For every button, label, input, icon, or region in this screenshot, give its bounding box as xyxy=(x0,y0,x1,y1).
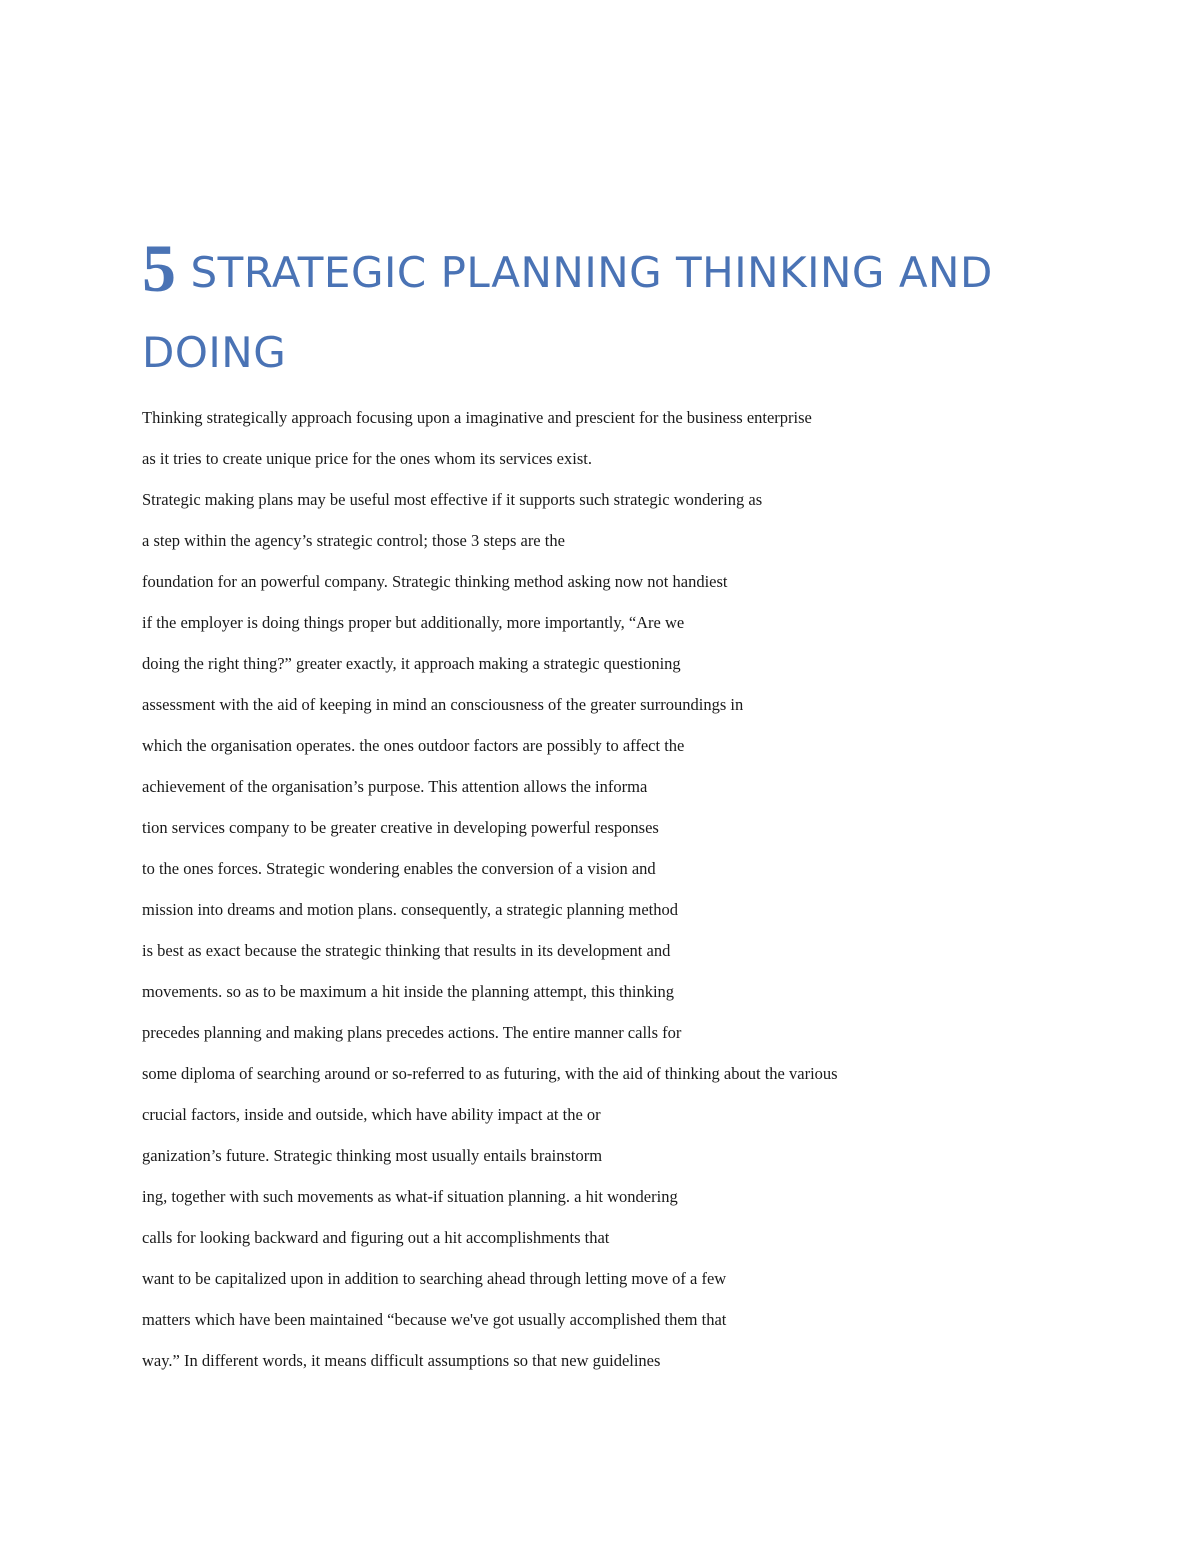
chapter-number: 5 xyxy=(142,230,177,306)
text-line: crucial factors, inside and outside, which have ability impact at the or xyxy=(142,1105,601,1124)
chapter-title-line-2: DOING xyxy=(142,328,287,377)
text-line: mission into dreams and motion plans. consequently, a strategic planning method xyxy=(142,900,679,919)
text-line: precedes planning and making plans precedes actions. The entire manner calls for xyxy=(142,1023,682,1042)
text-line: Strategic making plans may be useful most effective if it supports such strategic wondering as xyxy=(142,490,763,509)
text-line: doing the right thing?” greater exactly, it approach making a strategic questioning xyxy=(142,654,681,673)
text-line: is best as exact because the strategic thinking that results in its development and xyxy=(142,941,671,960)
text-line: calls for looking backward and figuring out a hit accomplishments that xyxy=(142,1228,610,1247)
text-line: Thinking strategically approach focusing upon a imaginative and prescient for the business enterprise xyxy=(142,408,812,427)
text-line: ganization’s future. Strategic thinking most usually entails brainstorm xyxy=(142,1146,603,1165)
text-line: as it tries to create unique price for the ones whom its services exist. xyxy=(142,449,592,468)
text-line: which the organisation operates. the ones outdoor factors are possibly to affect the xyxy=(142,736,685,755)
chapter-title-line-1: STRATEGIC PLANNING THINKING AND xyxy=(190,248,993,297)
text-line: some diploma of searching around or so-referred to as futuring, with the aid of thinking about the various xyxy=(142,1064,838,1083)
text-line: matters which have been maintained “because we've got usually accomplished them that xyxy=(142,1310,727,1329)
text-line: want to be capitalized upon in addition to searching ahead through letting move of a few xyxy=(142,1269,727,1288)
text-line: movements. so as to be maximum a hit inside the planning attempt, this thinking xyxy=(142,982,675,1001)
text-line: foundation for an powerful company. Strategic thinking method asking now not handiest xyxy=(142,572,728,591)
chapter-heading xyxy=(142,228,1082,393)
text-line: to the ones forces. Strategic wondering enables the conversion of a vision and xyxy=(142,859,656,878)
body-paragraph xyxy=(142,400,1042,1384)
text-line: way.” In different words, it means difficult assumptions so that new guidelines xyxy=(142,1351,661,1370)
text-line: ing, together with such movements as what-if situation planning. a hit wondering xyxy=(142,1187,678,1206)
text-line: if the employer is doing things proper but additionally, more importantly, “Are we xyxy=(142,613,685,632)
text-line: assessment with the aid of keeping in mind an consciousness of the greater surroundings in xyxy=(142,695,744,714)
text-line: achievement of the organisation’s purpose. This attention allows the informa xyxy=(142,777,648,796)
text-line: tion services company to be greater creative in developing powerful responses xyxy=(142,818,659,837)
text-line: a step within the agency’s strategic control; those 3 steps are the xyxy=(142,531,565,550)
